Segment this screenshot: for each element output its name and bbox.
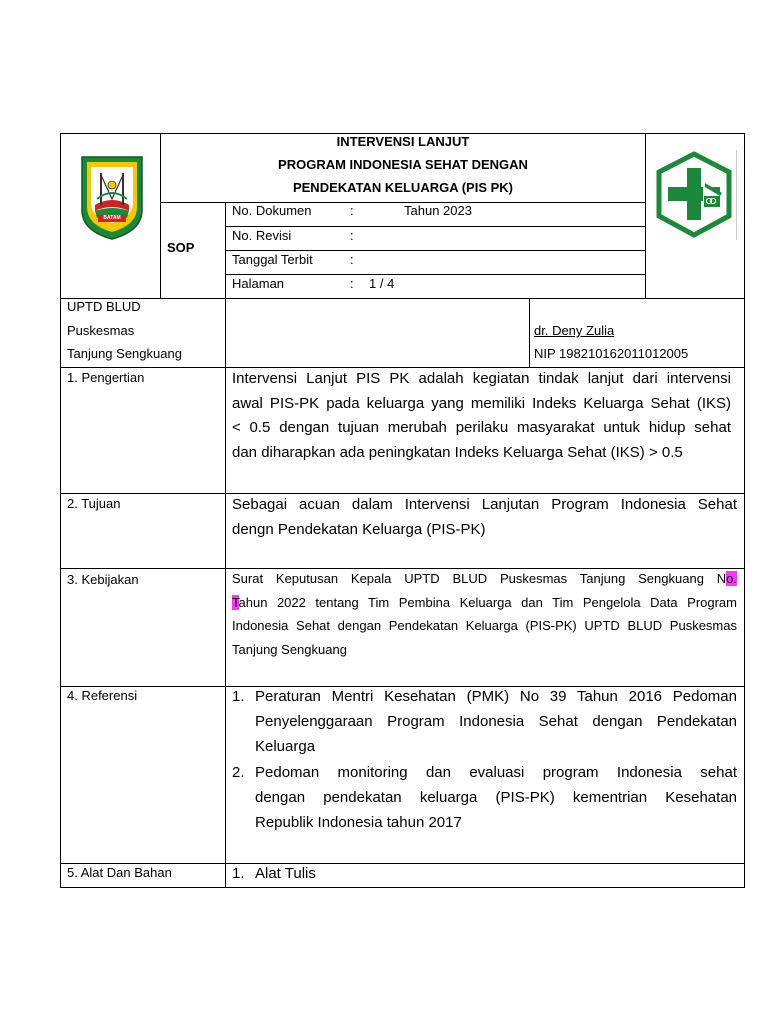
section-label-pengertian: 1. Pengertian — [67, 370, 145, 385]
tujuan-text — [232, 493, 737, 542]
text-line: awal PIS-PK pada keluarga yang memiliki Indeks Keluarga Sehat (IKS) — [232, 394, 731, 412]
signer-name: dr. Deny Zulia — [534, 323, 615, 338]
kebijakan-text — [232, 567, 737, 661]
meta-sep: : — [350, 276, 354, 291]
highlight-mark: T — [232, 594, 239, 610]
pengertian-text — [232, 367, 731, 465]
list-number: 2. — [232, 764, 245, 781]
text-line: dengan pendekatan keluarga (PIS-PK) kementrian Kesehatan — [255, 789, 737, 806]
text-line — [232, 567, 737, 591]
meta-sep: : — [350, 228, 354, 243]
sop-label: SOP — [167, 240, 195, 255]
list-number: 1. — [232, 865, 245, 882]
text-line — [232, 591, 737, 615]
text-line: dan diharapkan ada peningkatan Indeks Keluarga Sehat (IKS) > 0.5 — [232, 443, 683, 461]
meta-sep: : — [350, 203, 354, 218]
org-line: Puskesmas — [67, 323, 135, 338]
text-line: Pedoman monitoring dan evaluasi program Indonesia sehat — [255, 764, 737, 781]
doc-title-line-3: PENDEKATAN KELUARGA (PIS PK) — [292, 180, 514, 195]
meta-value: Tahun 2023 — [404, 203, 472, 218]
text-line: Penyelenggaraan Program Indonesia Sehat dengan Pendekatan — [255, 713, 737, 730]
doc-title-line-1: INTERVENSI LANJUT — [336, 134, 470, 149]
section-label-tujuan: 2. Tujuan — [67, 496, 121, 511]
text-line: Indonesia Sehat dengan Pendekatan Keluarga (PIS-PK) UPTD BLUD Puskesmas — [232, 618, 737, 633]
list-number: 1. — [232, 688, 245, 705]
text-line: Keluarga — [255, 738, 316, 755]
text-line: Sebagai acuan dalam Intervensi Lanjutan Program Indonesia Sehat — [232, 496, 737, 513]
logo-text: BATAM — [98, 215, 126, 222]
highlight-mark: o. — [726, 571, 737, 586]
list-item: Alat Tulis — [255, 865, 316, 882]
puskesmas-logo — [655, 150, 737, 240]
meta-label: Tanggal Terbit — [232, 252, 313, 267]
text-line: Tanjung Sengkuang — [232, 641, 347, 657]
list-item — [255, 760, 737, 835]
section-label-referensi: 4. Referensi — [67, 688, 138, 703]
batam-logo — [79, 155, 145, 241]
meta-label: No. Revisi — [232, 228, 292, 243]
section-label-alat: 5. Alat Dan Bahan — [67, 865, 172, 880]
text-line: < 0.5 dengan tujuan merubah perilaku masyarakat untuk hidup sehat — [232, 419, 731, 436]
meta-label: Halaman — [232, 276, 285, 291]
text-run: ahun 2022 tentang Tim Pembina Keluarga dan Tim Pengelola Data Program — [238, 594, 737, 610]
org-line: Tanjung Sengkuang — [67, 346, 182, 361]
meta-value: 1 / 4 — [369, 276, 395, 291]
meta-sep: : — [350, 252, 354, 267]
doc-title-line-2: PROGRAM INDONESIA SEHAT DENGAN — [278, 157, 528, 172]
text-line: Peraturan Mentri Kesehatan (PMK) No 39 Tahun 2016 Pedoman — [255, 688, 737, 705]
section-label-kebijakan: 3. Kebijakan — [67, 572, 139, 587]
meta-label: No. Dokumen — [232, 203, 312, 218]
list-item — [255, 684, 737, 759]
text-line: Republik Indonesia tahun 2017 — [255, 814, 462, 831]
signer-nip: NIP 198210162011012005 — [534, 346, 689, 361]
text-line: Intervensi Lanjut PIS PK adalah kegiatan tindak lanjut dari intervensi — [232, 370, 731, 387]
text-line: dengn Pendekatan Keluarga (PIS-PK) — [232, 520, 486, 538]
org-line: UPTD BLUD — [67, 299, 141, 314]
text-run: Surat Keputusan Kepala UPTD BLUD Puskesmas Tanjung Sengkuang N — [232, 571, 727, 586]
